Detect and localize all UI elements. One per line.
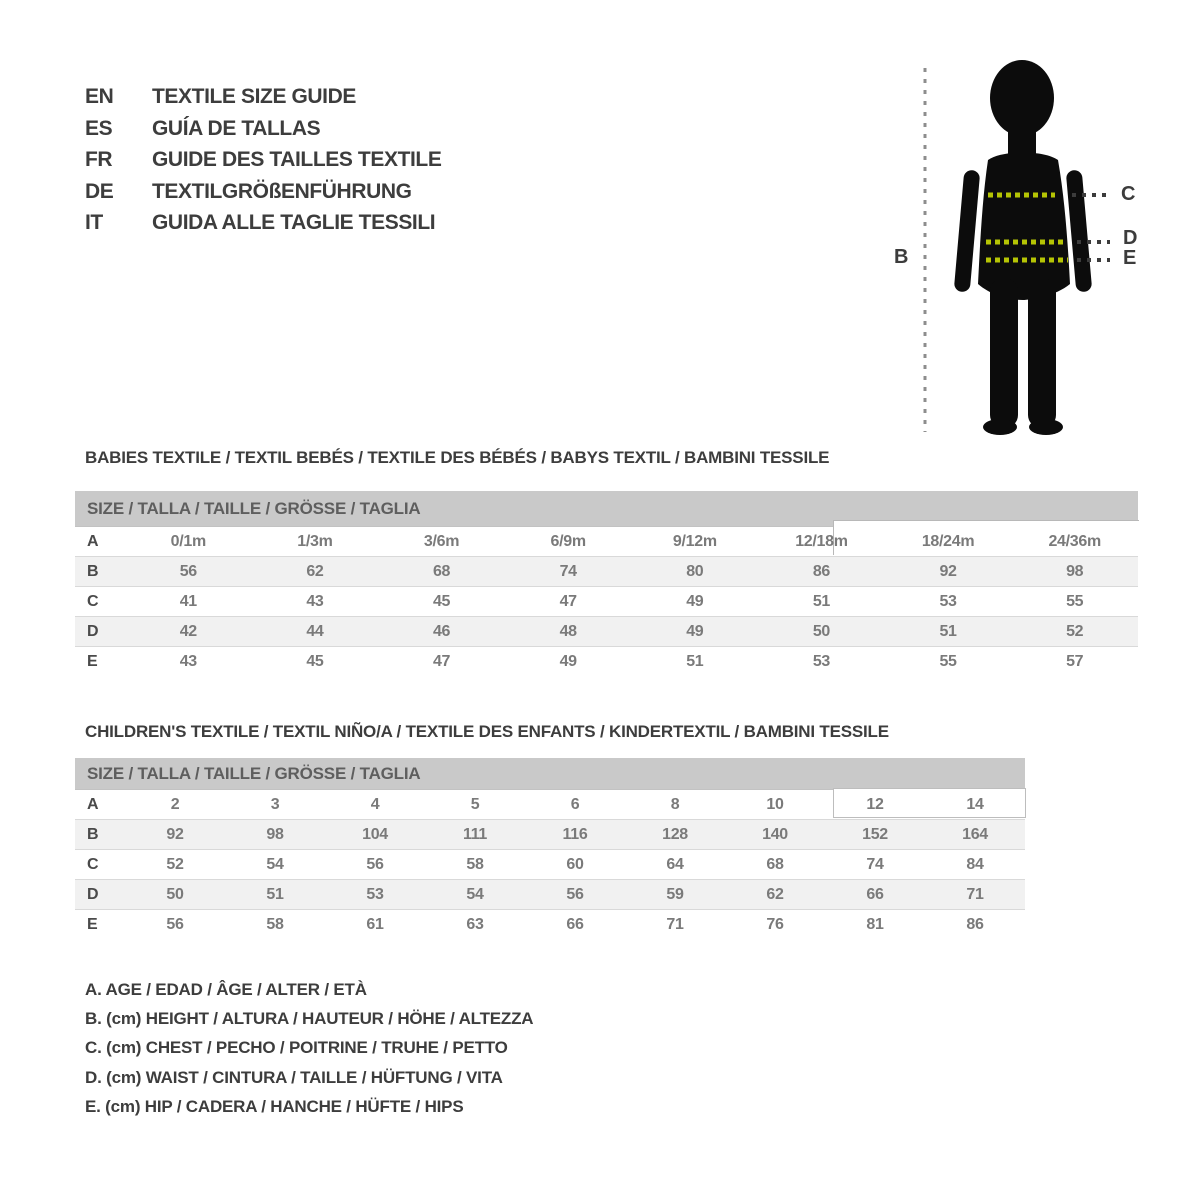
cell-value: 6 — [570, 796, 580, 813]
cell-value: 66 — [866, 886, 884, 903]
cell-value: 41 — [179, 593, 197, 610]
row-label: A — [87, 533, 99, 550]
cell-value: 68 — [432, 563, 451, 580]
value-cell — [125, 527, 252, 557]
value-cell — [885, 557, 1012, 587]
value-cell — [632, 587, 759, 617]
row-label: D — [87, 623, 99, 640]
cell-value: 59 — [666, 886, 684, 903]
cell-value: 56 — [179, 563, 197, 580]
language-row — [85, 176, 441, 208]
table-row — [75, 647, 1138, 677]
cell-value: 10 — [766, 796, 784, 813]
value-cell — [225, 820, 325, 850]
cell-value: 60 — [566, 856, 584, 873]
cell-value: 48 — [559, 623, 577, 640]
cell-value: 56 — [166, 916, 184, 933]
cell-value: 98 — [1066, 563, 1084, 580]
value-cell — [325, 820, 425, 850]
value-cell — [625, 910, 725, 940]
value-cell — [625, 790, 725, 820]
value-cell — [725, 850, 825, 880]
language-row — [85, 144, 441, 176]
value-cell — [125, 880, 225, 910]
cell-value: 44 — [306, 623, 324, 640]
language-code: FR — [85, 148, 113, 172]
cell-value: 64 — [666, 856, 684, 873]
cell-value: 43 — [306, 593, 324, 610]
cell-value: 42 — [179, 623, 197, 640]
value-cell — [252, 647, 379, 677]
cell-value: 55 — [1066, 593, 1084, 610]
cell-value: 12/18m — [795, 533, 848, 550]
value-cell — [252, 527, 379, 557]
cell-value: 61 — [366, 916, 384, 933]
row-label-cell — [75, 557, 125, 587]
value-cell — [225, 790, 325, 820]
value-cell — [725, 790, 825, 820]
value-cell — [758, 617, 885, 647]
babies-size-table — [75, 491, 1138, 676]
value-cell — [425, 820, 525, 850]
cell-value: 56 — [366, 856, 384, 873]
table-row — [75, 820, 1025, 850]
value-cell — [925, 850, 1025, 880]
value-cell — [525, 910, 625, 940]
value-cell — [1011, 587, 1138, 617]
table-row — [75, 557, 1138, 587]
cell-value: 111 — [462, 826, 488, 843]
row-label-cell — [75, 527, 125, 557]
cell-value: 53 — [939, 593, 957, 610]
cell-value: 52 — [1066, 623, 1084, 640]
measurement-legend — [85, 975, 533, 1121]
cell-value: 51 — [939, 623, 957, 640]
value-cell — [632, 557, 759, 587]
value-cell — [252, 587, 379, 617]
value-cell — [125, 910, 225, 940]
cell-value: 3/6m — [423, 533, 460, 550]
value-cell — [825, 820, 925, 850]
cell-value: 1/3m — [297, 533, 333, 550]
cell-value: 56 — [566, 886, 584, 903]
size-table — [75, 491, 1138, 676]
cell-value: 50 — [812, 623, 831, 640]
cell-value: 51 — [266, 886, 284, 903]
cell-value: 45 — [432, 593, 451, 610]
cell-value: 49 — [686, 593, 704, 610]
cell-value: 58 — [466, 856, 484, 873]
value-cell — [925, 880, 1025, 910]
value-cell — [885, 617, 1012, 647]
value-cell — [1011, 647, 1138, 677]
cell-value: 51 — [686, 653, 704, 670]
row-label: A — [87, 796, 99, 813]
value-cell — [625, 880, 725, 910]
cell-value: 51 — [812, 593, 831, 610]
row-label-cell — [75, 850, 125, 880]
value-cell — [325, 910, 425, 940]
cell-value: 2 — [170, 796, 180, 813]
value-cell — [725, 880, 825, 910]
cell-value: 52 — [166, 856, 184, 873]
value-cell — [525, 880, 625, 910]
row-label-cell — [75, 880, 125, 910]
size-header-text: SIZE / TALLA / TAILLE / GRÖSSE / TAGLIA — [87, 764, 421, 783]
cell-value: 0/1m — [170, 533, 206, 550]
cell-value: 92 — [939, 563, 957, 580]
cell-value: 46 — [432, 623, 451, 640]
legend-item: B. (cm) HEIGHT / ALTURA / HAUTEUR / HÖHE / ALTEZZA — [85, 1009, 534, 1029]
value-cell — [425, 910, 525, 940]
cell-value: 104 — [362, 826, 388, 843]
value-cell — [505, 527, 632, 557]
cell-value: 86 — [966, 916, 984, 933]
value-cell — [632, 617, 759, 647]
cell-value: 66 — [566, 916, 584, 933]
value-cell — [225, 880, 325, 910]
cell-value: 71 — [666, 916, 684, 933]
value-cell — [825, 880, 925, 910]
value-cell — [325, 880, 425, 910]
waist-measure-label: D — [1123, 227, 1138, 249]
cell-value: 116 — [562, 826, 588, 843]
value-cell — [625, 850, 725, 880]
cell-value: 3 — [270, 796, 280, 813]
value-cell — [125, 850, 225, 880]
cell-value: 86 — [812, 563, 831, 580]
cell-value: 4 — [370, 796, 380, 813]
cell-value: 164 — [962, 826, 988, 843]
cell-value: 54 — [266, 856, 284, 873]
cell-value: 76 — [766, 916, 784, 933]
language-row — [85, 113, 441, 145]
value-cell — [425, 790, 525, 820]
value-cell — [632, 527, 759, 557]
value-cell — [325, 790, 425, 820]
cell-value: 71 — [966, 886, 984, 903]
language-title: TEXTILGRÖßENFÜHRUNG — [152, 179, 412, 203]
value-cell — [632, 647, 759, 677]
child-silhouette — [954, 60, 1093, 435]
row-label-cell — [75, 617, 125, 647]
legend-item: C. (cm) CHEST / PECHO / POITRINE / TRUHE / PETTO — [85, 1038, 508, 1058]
language-code: EN — [85, 85, 114, 108]
row-label: D — [87, 886, 99, 903]
cell-value: 140 — [762, 826, 788, 843]
cell-value: 18/24m — [921, 533, 975, 550]
cell-value: 55 — [939, 653, 957, 670]
cell-value: 53 — [812, 653, 831, 670]
cell-value: 50 — [166, 886, 184, 903]
cell-value: 80 — [686, 563, 704, 580]
cell-value: 14 — [966, 796, 984, 813]
row-label: C — [87, 593, 99, 610]
cell-value: 57 — [1066, 653, 1084, 670]
language-title: GUÍA DE TALLAS — [152, 116, 321, 140]
table-row — [75, 617, 1138, 647]
cell-value: 92 — [166, 826, 184, 843]
value-cell — [758, 587, 885, 617]
cell-value: 81 — [866, 916, 884, 933]
value-cell — [378, 617, 505, 647]
cell-value: 5 — [470, 796, 480, 813]
hip-measure-label: E — [1123, 247, 1136, 269]
legend-item: A. AGE / EDAD / ÂGE / ALTER / ETÀ — [85, 980, 367, 999]
cell-value: 74 — [866, 856, 884, 873]
value-cell — [825, 910, 925, 940]
value-cell — [825, 850, 925, 880]
cell-value: 47 — [432, 653, 451, 670]
value-cell — [225, 850, 325, 880]
cell-value: 43 — [179, 653, 197, 670]
value-cell — [505, 647, 632, 677]
value-cell — [125, 557, 252, 587]
cell-value: 54 — [466, 886, 484, 903]
cell-value: 24/36m — [1048, 533, 1101, 550]
language-row — [85, 81, 441, 113]
row-label-cell — [75, 587, 125, 617]
child-silhouette-graphic — [860, 50, 1200, 450]
value-cell — [505, 617, 632, 647]
cell-value: 12 — [866, 796, 884, 813]
value-cell — [425, 850, 525, 880]
babies-section-title: BABIES TEXTILE / TEXTIL BEBÉS / TEXTILE DES BÉBÉS / BABYS TEXTIL / BAMBINI TESSILE — [85, 448, 830, 467]
size-table — [75, 758, 1025, 939]
value-cell — [252, 617, 379, 647]
cell-value: 62 — [766, 886, 784, 903]
value-cell — [325, 850, 425, 880]
value-cell — [505, 587, 632, 617]
table-row — [75, 587, 1138, 617]
row-label: C — [87, 856, 99, 873]
row-label: B — [87, 826, 99, 843]
legend-item: D. (cm) WAIST / CINTURA / TAILLE / HÜFTUNG / VITA — [85, 1067, 503, 1087]
cell-value: 62 — [306, 563, 324, 580]
row-label: E — [87, 653, 98, 670]
value-cell — [525, 850, 625, 880]
cell-value: 49 — [559, 653, 577, 670]
row-label-cell — [75, 910, 125, 940]
value-cell — [758, 557, 885, 587]
size-header-row — [75, 758, 1025, 790]
cell-value: 6/9m — [550, 533, 586, 550]
value-cell — [125, 790, 225, 820]
legend-item: E. (cm) HIP / CADERA / HANCHE / HÜFTE / HIPS — [85, 1096, 464, 1116]
value-cell — [125, 647, 252, 677]
value-cell — [525, 820, 625, 850]
cell-value: 53 — [366, 886, 384, 903]
cell-value: 47 — [559, 593, 577, 610]
value-cell — [378, 557, 505, 587]
value-cell — [125, 820, 225, 850]
cell-value: 84 — [966, 856, 984, 873]
cell-value: 8 — [670, 796, 680, 813]
size-header-text: SIZE / TALLA / TAILLE / GRÖSSE / TAGLIA — [87, 499, 421, 518]
value-cell — [125, 617, 252, 647]
language-row — [85, 207, 441, 239]
cell-value: 49 — [686, 623, 704, 640]
value-cell — [252, 557, 379, 587]
cell-value: 128 — [662, 826, 688, 843]
value-cell — [225, 910, 325, 940]
children-size-highlight-box — [833, 788, 1026, 818]
cell-value: 9/12m — [672, 533, 717, 550]
table-row — [75, 850, 1025, 880]
row-label: B — [87, 563, 99, 580]
child-figure — [860, 50, 1200, 450]
value-cell — [725, 820, 825, 850]
height-measure-label: B — [894, 246, 909, 268]
cell-value: 63 — [466, 916, 484, 933]
table-row — [75, 880, 1025, 910]
row-label-cell — [75, 647, 125, 677]
value-cell — [758, 647, 885, 677]
value-cell — [1011, 557, 1138, 587]
cell-value: 58 — [266, 916, 284, 933]
value-cell — [1011, 617, 1138, 647]
chest-measure-label: C — [1121, 183, 1136, 205]
cell-value: 68 — [766, 856, 784, 873]
language-code: IT — [85, 211, 103, 235]
cell-value: 45 — [306, 653, 324, 670]
cell-value: 98 — [266, 826, 284, 843]
value-cell — [125, 587, 252, 617]
value-cell — [505, 557, 632, 587]
cell-value: 152 — [862, 826, 888, 843]
value-cell — [378, 587, 505, 617]
value-cell — [625, 820, 725, 850]
row-label-cell — [75, 790, 125, 820]
value-cell — [885, 587, 1012, 617]
value-cell — [378, 527, 505, 557]
value-cell — [725, 910, 825, 940]
children-size-table — [75, 758, 1025, 939]
language-title: TEXTILE SIZE GUIDE — [152, 85, 356, 108]
cell-value: 74 — [559, 563, 577, 580]
row-label-cell — [75, 820, 125, 850]
language-list — [85, 81, 441, 239]
value-cell — [378, 647, 505, 677]
table-row — [75, 910, 1025, 940]
language-code: DE — [85, 179, 114, 203]
language-title: GUIDE DES TAILLES TEXTILE — [152, 148, 442, 172]
value-cell — [925, 910, 1025, 940]
value-cell — [925, 820, 1025, 850]
children-section-title: CHILDREN'S TEXTILE / TEXTIL NIÑO/A / TEXTILE DES ENFANTS / KINDERTEXTIL / BAMBINI TESSILE — [85, 722, 889, 741]
value-cell — [885, 647, 1012, 677]
value-cell — [525, 790, 625, 820]
language-code: ES — [85, 116, 113, 140]
row-label: E — [87, 916, 98, 933]
value-cell — [425, 880, 525, 910]
size-header-cell — [75, 758, 1025, 790]
language-title: GUIDA ALLE TAGLIE TESSILI — [152, 211, 436, 235]
